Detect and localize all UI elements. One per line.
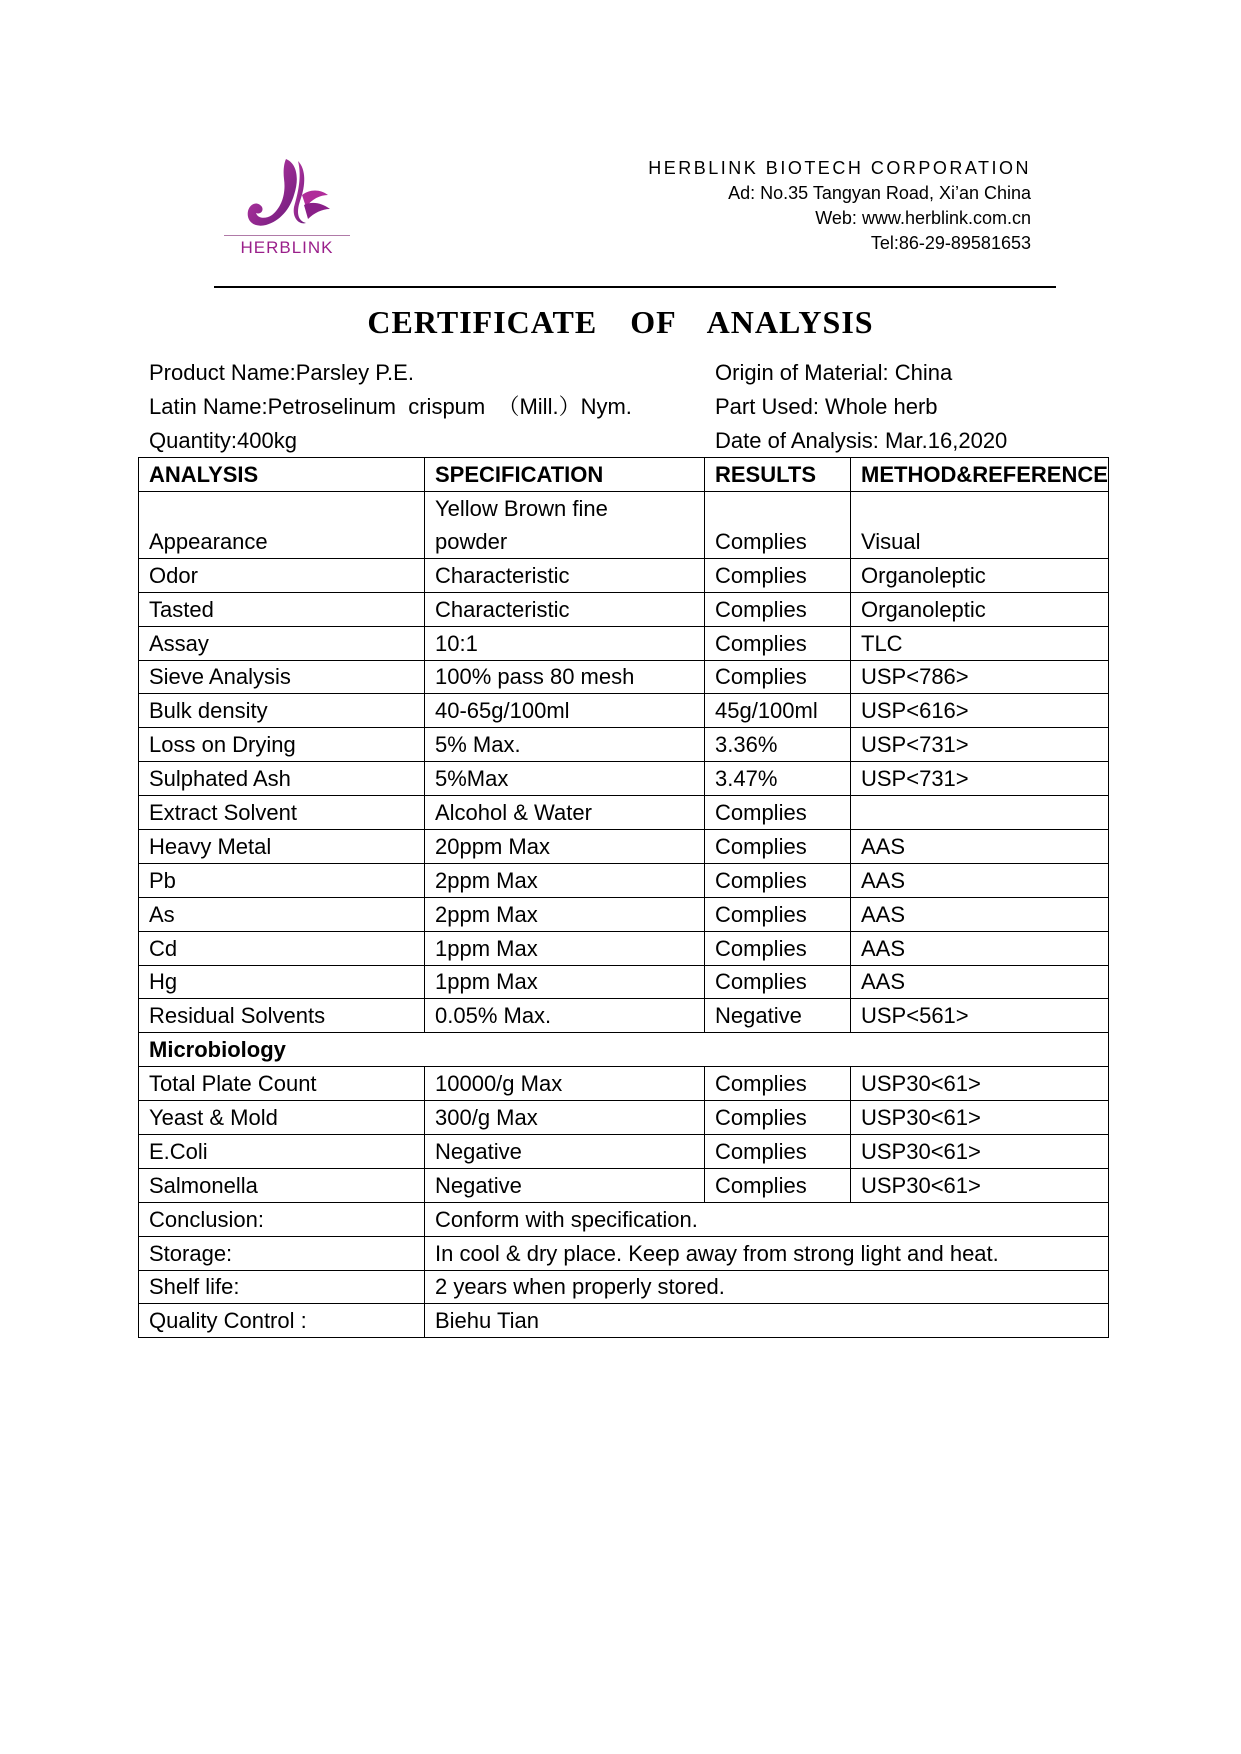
cell-method: TLC bbox=[851, 626, 1109, 660]
cell-analysis: Pb bbox=[139, 863, 425, 897]
cell-specification bbox=[425, 491, 705, 558]
cell-method: USP<731> bbox=[851, 728, 1109, 762]
table-row bbox=[139, 694, 1109, 728]
table-row bbox=[139, 999, 1109, 1033]
cell-result: Complies bbox=[705, 965, 851, 999]
cell-analysis: Loss on Drying bbox=[139, 728, 425, 762]
date-of-analysis: Date of Analysis: Mar.16,2020 bbox=[715, 428, 1008, 453]
cell-method: USP<731> bbox=[851, 762, 1109, 796]
cell-result: 45g/100ml bbox=[705, 694, 851, 728]
cell-result: Complies bbox=[705, 1067, 851, 1101]
table-row bbox=[139, 1067, 1109, 1101]
product-info-left bbox=[149, 356, 632, 458]
cell-specification: Negative bbox=[425, 1135, 705, 1169]
cell-method: USP<616> bbox=[851, 694, 1109, 728]
footer-label: Quality Control : bbox=[139, 1304, 425, 1338]
cell-analysis: As bbox=[139, 897, 425, 931]
cell-result: Complies bbox=[705, 1101, 851, 1135]
table-row bbox=[139, 558, 1109, 592]
cell-result: Complies bbox=[705, 626, 851, 660]
cell-result: Complies bbox=[705, 931, 851, 965]
footer-label: Shelf life: bbox=[139, 1270, 425, 1304]
cell-specification: 0.05% Max. bbox=[425, 999, 705, 1033]
cell-specification: Characteristic bbox=[425, 558, 705, 592]
microbiology-label: Microbiology bbox=[139, 1033, 1109, 1067]
product-name: Product Name:Parsley P.E. bbox=[149, 360, 414, 385]
cell-analysis: Sulphated Ash bbox=[139, 762, 425, 796]
cell-method: AAS bbox=[851, 897, 1109, 931]
cell-specification: Characteristic bbox=[425, 592, 705, 626]
cell-analysis: Residual Solvents bbox=[139, 999, 425, 1033]
header-specification: SPECIFICATION bbox=[425, 458, 705, 492]
cell-specification: 300/g Max bbox=[425, 1101, 705, 1135]
cell-result: Complies bbox=[705, 796, 851, 830]
analysis-table bbox=[138, 457, 1109, 1338]
footer-label: Conclusion: bbox=[139, 1202, 425, 1236]
cell-specification: 100% pass 80 mesh bbox=[425, 660, 705, 694]
footer-value: Conform with specification. bbox=[425, 1202, 1109, 1236]
cell-method: AAS bbox=[851, 965, 1109, 999]
cell-specification: 40-65g/100ml bbox=[425, 694, 705, 728]
cell-analysis: Appearance bbox=[139, 491, 425, 558]
logo-text: HERBLINK bbox=[240, 238, 334, 257]
quantity: Quantity:400kg bbox=[149, 428, 297, 453]
company-tel: Tel:86-29-89581653 bbox=[870, 233, 1031, 253]
herblink-logo bbox=[222, 155, 352, 265]
cell-method: USP30<61> bbox=[851, 1168, 1109, 1202]
table-row bbox=[139, 728, 1109, 762]
table-row-appearance bbox=[139, 491, 1109, 558]
cell-result: Negative bbox=[705, 999, 851, 1033]
cell-result: 3.36% bbox=[705, 728, 851, 762]
origin-of-material: Origin of Material: China bbox=[715, 360, 953, 385]
cell-method bbox=[851, 796, 1109, 830]
table-row bbox=[139, 592, 1109, 626]
table-row bbox=[139, 863, 1109, 897]
logo-mark-icon bbox=[240, 155, 334, 235]
cell-method: Organoleptic bbox=[851, 558, 1109, 592]
footer-value: 2 years when properly stored. bbox=[425, 1270, 1109, 1304]
table-row bbox=[139, 931, 1109, 965]
table-row bbox=[139, 897, 1109, 931]
cell-method: AAS bbox=[851, 931, 1109, 965]
footer-row bbox=[139, 1304, 1109, 1338]
cell-result: 3.47% bbox=[705, 762, 851, 796]
cell-specification: 1ppm Max bbox=[425, 965, 705, 999]
header-method: METHOD&REFERENCE bbox=[851, 458, 1109, 492]
table-row bbox=[139, 965, 1109, 999]
header-analysis: ANALYSIS bbox=[139, 458, 425, 492]
footer-value: In cool & dry place. Keep away from strong light and heat. bbox=[425, 1236, 1109, 1270]
cell-method: AAS bbox=[851, 863, 1109, 897]
cell-specification: 10:1 bbox=[425, 626, 705, 660]
cell-analysis: Cd bbox=[139, 931, 425, 965]
cell-result: Complies bbox=[705, 1168, 851, 1202]
cell-method: Organoleptic bbox=[851, 592, 1109, 626]
cell-specification: 10000/g Max bbox=[425, 1067, 705, 1101]
cell-method: USP30<61> bbox=[851, 1101, 1109, 1135]
table-row bbox=[139, 1135, 1109, 1169]
cell-specification: 5%Max bbox=[425, 762, 705, 796]
cell-analysis: Salmonella bbox=[139, 1168, 425, 1202]
table-row bbox=[139, 660, 1109, 694]
cell-analysis: Heavy Metal bbox=[139, 830, 425, 864]
cell-method: Visual bbox=[851, 491, 1109, 558]
microbiology-section-row bbox=[139, 1033, 1109, 1067]
cell-analysis: Total Plate Count bbox=[139, 1067, 425, 1101]
cell-specification: 5% Max. bbox=[425, 728, 705, 762]
company-name: HERBLINK BIOTECH CORPORATION bbox=[648, 158, 1031, 178]
cell-analysis: Bulk density bbox=[139, 694, 425, 728]
cell-method: USP<786> bbox=[851, 660, 1109, 694]
table-row bbox=[139, 796, 1109, 830]
table-row bbox=[139, 830, 1109, 864]
document-title: CERTIFICATE OF ANALYSIS bbox=[367, 304, 874, 340]
cell-analysis: Extract Solvent bbox=[139, 796, 425, 830]
cell-analysis: Assay bbox=[139, 626, 425, 660]
latin-name: Latin Name:Petroselinum crispum （Mill.）Nym. bbox=[149, 394, 632, 419]
footer-label: Storage: bbox=[139, 1236, 425, 1270]
table-row bbox=[139, 626, 1109, 660]
cell-result: Complies bbox=[705, 830, 851, 864]
product-info-right bbox=[715, 356, 1007, 458]
cell-result: Complies bbox=[705, 491, 851, 558]
table-row bbox=[139, 1168, 1109, 1202]
cell-analysis: Yeast & Mold bbox=[139, 1101, 425, 1135]
cell-result: Complies bbox=[705, 897, 851, 931]
cell-specification: 1ppm Max bbox=[425, 931, 705, 965]
company-info bbox=[648, 156, 1031, 256]
part-used: Part Used: Whole herb bbox=[715, 394, 938, 419]
footer-value: Biehu Tian bbox=[425, 1304, 1109, 1338]
spec-line: powder bbox=[435, 528, 508, 554]
cell-result: Complies bbox=[705, 1135, 851, 1169]
cell-analysis: Odor bbox=[139, 558, 425, 592]
header-divider bbox=[214, 286, 1056, 288]
cell-specification: 2ppm Max bbox=[425, 897, 705, 931]
footer-row bbox=[139, 1202, 1109, 1236]
footer-row bbox=[139, 1236, 1109, 1270]
cell-result: Complies bbox=[705, 863, 851, 897]
company-address: Ad: No.35 Tangyan Road, Xi’an China bbox=[728, 183, 1031, 203]
cell-specification: Negative bbox=[425, 1168, 705, 1202]
cell-result: Complies bbox=[705, 660, 851, 694]
table-row bbox=[139, 762, 1109, 796]
cell-analysis: Tasted bbox=[139, 592, 425, 626]
cell-specification: Alcohol & Water bbox=[425, 796, 705, 830]
cell-specification: 20ppm Max bbox=[425, 830, 705, 864]
cell-analysis: Hg bbox=[139, 965, 425, 999]
spec-line: Yellow Brown fine bbox=[435, 495, 608, 521]
cell-analysis: Sieve Analysis bbox=[139, 660, 425, 694]
cell-analysis: E.Coli bbox=[139, 1135, 425, 1169]
cell-specification: 2ppm Max bbox=[425, 863, 705, 897]
cell-method: USP30<61> bbox=[851, 1067, 1109, 1101]
company-web: Web: www.herblink.com.cn bbox=[815, 208, 1031, 228]
cell-method: USP30<61> bbox=[851, 1135, 1109, 1169]
header-results: RESULTS bbox=[705, 458, 851, 492]
table-row bbox=[139, 1101, 1109, 1135]
table-header-row bbox=[139, 458, 1109, 492]
cell-result: Complies bbox=[705, 558, 851, 592]
footer-row bbox=[139, 1270, 1109, 1304]
cell-method: AAS bbox=[851, 830, 1109, 864]
logo-underline bbox=[224, 235, 350, 236]
cell-method: USP<561> bbox=[851, 999, 1109, 1033]
cell-result: Complies bbox=[705, 592, 851, 626]
